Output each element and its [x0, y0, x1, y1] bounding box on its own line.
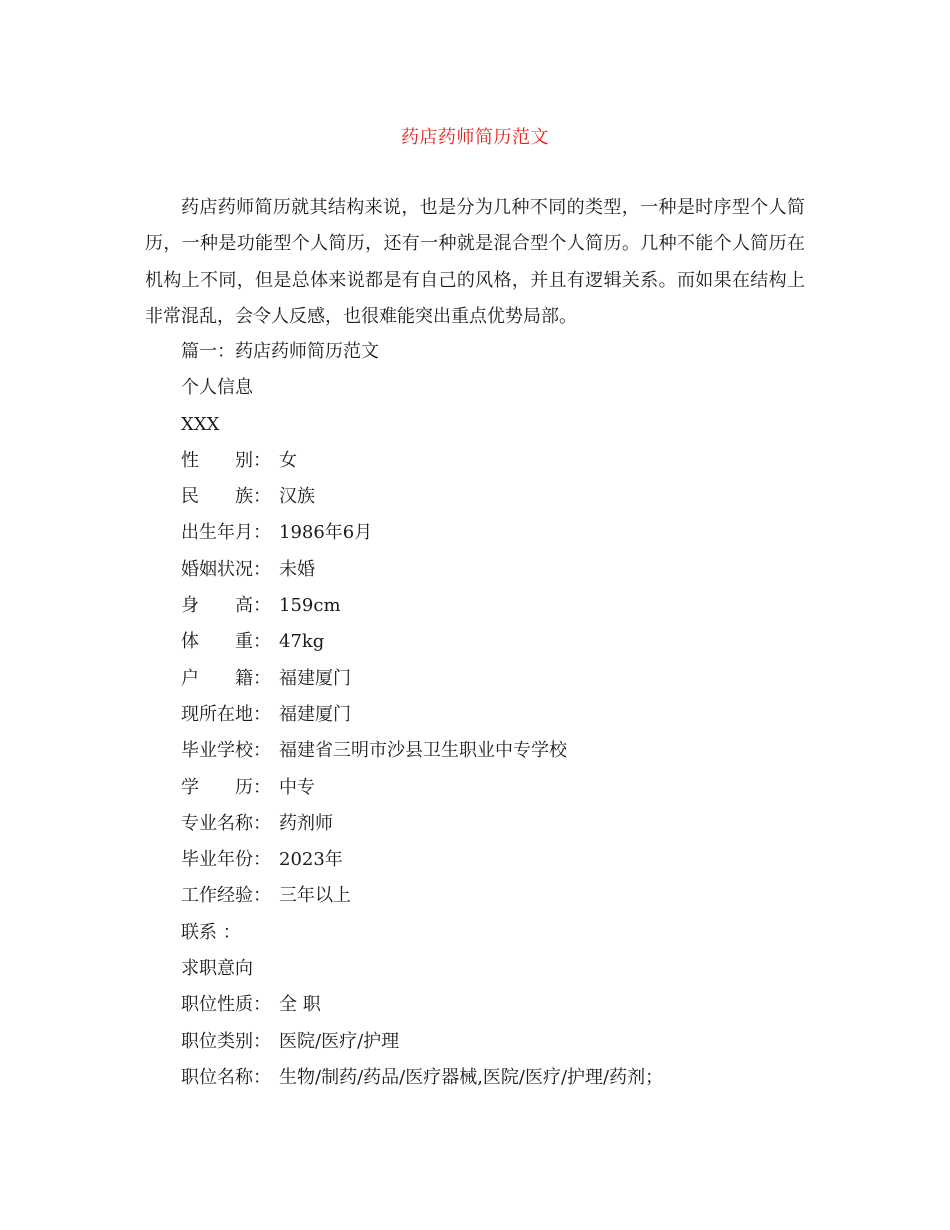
job-category-row	[181, 1024, 821, 1060]
height-value: 159cm	[279, 595, 341, 617]
name-line: XXX	[181, 413, 220, 435]
section-heading: 篇一：药店药师简历范文	[181, 341, 379, 362]
location-label: 现所在地：	[181, 703, 271, 725]
location-row	[181, 697, 821, 733]
ethnicity-row	[181, 479, 821, 515]
grad-year-label: 毕业年份：	[181, 849, 271, 871]
contact-row	[181, 915, 821, 951]
height-label: 身 高：	[181, 595, 271, 617]
job-nature-label: 职位性质：	[181, 994, 271, 1016]
job-position-value: 生物/制药/药品/医疗器械,医院/医疗/护理/药剂；	[279, 1066, 664, 1088]
job-category-value: 医院/医疗/护理	[279, 1030, 400, 1052]
birth-row	[181, 515, 821, 551]
job-nature-value: 全 职	[279, 994, 321, 1016]
weight-value: 47kg	[279, 631, 325, 653]
experience-value: 三年以上	[279, 885, 351, 907]
education-value: 中专	[279, 776, 315, 798]
weight-row	[181, 624, 821, 660]
grad-year-value: 2023年	[279, 849, 343, 871]
job-category-label: 职位类别：	[181, 1030, 271, 1052]
gender-label: 性 别：	[181, 449, 271, 471]
job-position-row	[181, 1060, 821, 1096]
job-position-label: 职位名称：	[181, 1066, 271, 1088]
school-row	[181, 733, 821, 769]
ethnicity-value: 汉族	[279, 486, 315, 508]
marital-label: 婚姻状况：	[181, 558, 271, 580]
intro-paragraph: 药店药师简历就其结构来说，也是分为几种不同的类型，一种是时序型个人简历，一种是功能型个人简历，还有一种就是混合型个人简历。几种不能个人简历在机构上不同，但是总体来说都是有自己的风格，并且有逻辑关系。而如果在结构上非常混乱，会令人反感，也很难能突出重点优势局部。	[145, 197, 805, 327]
experience-row	[181, 878, 821, 914]
experience-label: 工作经验：	[181, 885, 271, 907]
job-nature-row	[181, 987, 821, 1023]
hukou-value: 福建厦门	[279, 667, 351, 689]
major-value: 药剂师	[279, 812, 333, 834]
hukou-label: 户 籍：	[181, 667, 271, 689]
marital-value: 未婚	[279, 558, 315, 580]
school-value: 福建省三明市沙县卫生职业中专学校	[279, 740, 567, 762]
personal-info-heading: 个人信息	[181, 377, 253, 399]
school-label: 毕业学校：	[181, 740, 271, 762]
ethnicity-label: 民 族：	[181, 486, 271, 508]
contact-label: 联系 ：	[181, 921, 241, 943]
birth-label: 出生年月：	[181, 522, 271, 544]
hukou-row	[181, 661, 821, 697]
weight-label: 体 重：	[181, 631, 271, 653]
major-row	[181, 806, 821, 842]
gender-value: 女	[279, 449, 297, 471]
education-row	[181, 770, 821, 806]
location-value: 福建厦门	[279, 703, 351, 725]
gender-row	[181, 443, 821, 479]
birth-value: 1986年6月	[279, 522, 373, 544]
document-title: 药店药师简历范文	[401, 127, 549, 148]
resume-body	[181, 334, 821, 1096]
education-label: 学 历：	[181, 776, 271, 798]
marital-row	[181, 552, 821, 588]
grad-year-row	[181, 842, 821, 878]
intent-heading: 求职意向	[181, 958, 253, 980]
height-row	[181, 588, 821, 624]
major-label: 专业名称：	[181, 812, 271, 834]
